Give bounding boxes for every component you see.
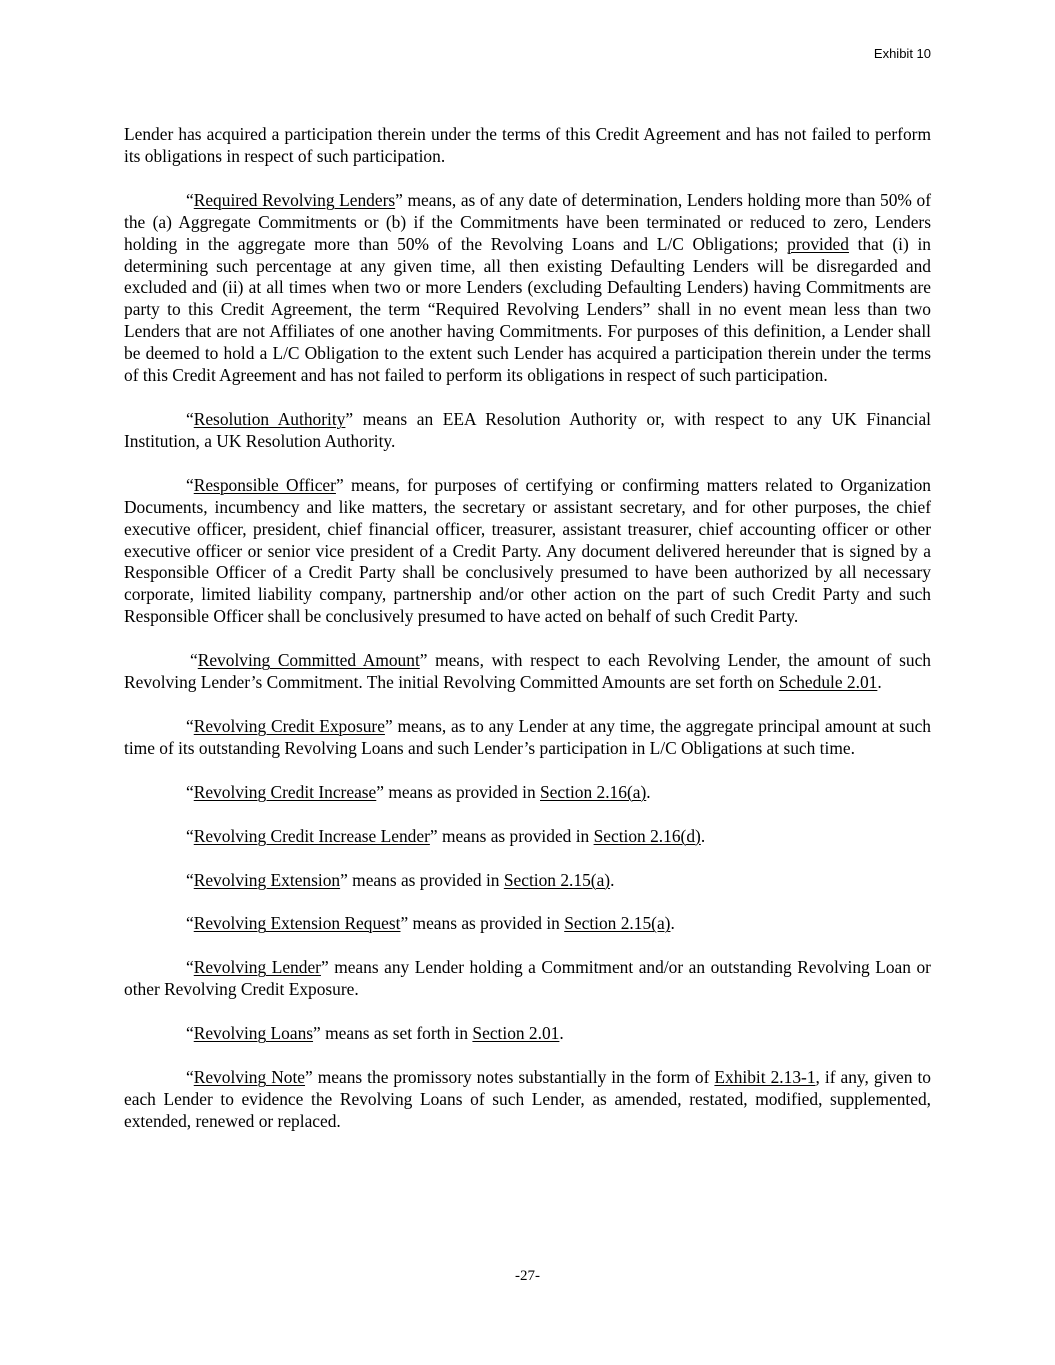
- definition-text: ” means, for purposes of certifying or confirming matters related to Organization Documents, incumbency and like matters, the secretary or assistant secretary, and for other purposes, the chief executive officer, president, chief financial officer, treasurer, assistant treasurer, chief accounting officer or other executive officer or senior vice president of a Credit Party. Any document delivered hereunder that is signed by a Responsible Officer of a Credit Party shall be conclusively presumed to have been authorized by all necessary corporate, limited liability company, partnership and/or other action on the part of such Credit Party and such Responsible Officer shall be conclusively presumed to have acted on behalf of such Credit Party.: [124, 474, 931, 627]
- definition-text: ” means as provided in: [429, 825, 594, 846]
- definition-required-revolving-lenders: “Required Revolving Lenders” means, as of any date of determination, Lenders holding more than 50% of the (a) Aggregate Commitments or (b) if the Commitments have been terminated or reduced to zero, Lenders holding in the aggregate more than 50% of the Revolving Loans and L/C Obligations; provided that (i) in determining such percentage at any given time, all then existing Defaulting Lenders will be disregarded and excluded and (ii) at all times when two or more Lenders (excluding Defaulting Lenders) having Commitments are party to this Credit Agreement, the term “Required Revolving Lenders” shall in no event mean less than two Lenders that are not Affiliates of one another having Commitments. For purposes of this definition, a Lender shall be deemed to hold a L/C Obligation to the extent such Lender has acquired a participation therein under the terms of this Credit Agreement and has not failed to perform its obligations in respect of such participation.: [124, 189, 931, 386]
- definition-responsible-officer: “Responsible Officer” means, for purposes of certifying or confirming matters related to Organization Documents, incumbency and like matters, the secretary or assistant secretary, and for other purposes, the chief executive officer, president, chief financial officer, treasurer, assistant treasurer, chief accounting officer or other executive officer or senior vice president of a Credit Party. Any document delivered hereunder that is signed by a Responsible Officer of a Credit Party shall be conclusively presumed to have been authorized by all necessary corporate, limited liability company, partnership and/or other action on the part of such Credit Party and such Responsible Officer shall be conclusively presumed to have acted on behalf of such Credit Party.: [124, 474, 931, 627]
- defined-term: Revolving Note: [193, 1067, 306, 1088]
- definition-end: .: [670, 913, 675, 934]
- definition-text: ” means as provided in: [376, 781, 540, 802]
- defined-term: Revolving Credit Exposure: [193, 715, 385, 736]
- defined-term: Revolving Credit Increase: [193, 781, 377, 802]
- defined-term: Revolving Committed Amount: [197, 650, 420, 671]
- definition-text: ” means the promissory notes substantially in the form of: [305, 1067, 715, 1088]
- definition-text: ” means as set forth in: [313, 1023, 473, 1044]
- definition-resolution-authority: “Resolution Authority” means an EEA Resolution Authority or, with respect to any UK Financial Institution, a UK Resolution Authority.: [124, 408, 931, 451]
- defined-term: Revolving Extension: [193, 869, 341, 890]
- definition-revolving-lender: “Revolving Lender” means any Lender holding a Commitment and/or an outstanding Revolving Loan or other Revolving Credit Exposure.: [124, 957, 931, 1000]
- definition-end: .: [610, 869, 615, 890]
- cross-reference: Section 2.15(a): [564, 913, 671, 934]
- cross-reference: Section 2.01: [472, 1023, 560, 1044]
- definition-revolving-extension: “Revolving Extension” means as provided in Section 2.15(a).: [186, 869, 615, 890]
- defined-term: Revolving Extension Request: [193, 913, 401, 934]
- definition-text: ” means, as of any date of determination, Lenders holding more than 50% of the (a) Aggregate Commitments or (b) if the Commitments have been terminated or reduced to zero, Lenders holding in the aggregate more than 50% of the Revolving Loans and L/C Obligations;: [124, 189, 931, 254]
- defined-term: Revolving Lender: [193, 957, 321, 978]
- continuation-paragraph: [124, 124, 931, 168]
- defined-term: Revolving Credit Increase Lender: [193, 825, 430, 846]
- cross-reference: Schedule 2.01: [778, 672, 878, 693]
- definition-text: ” means, with respect to each Revolving Lender, the amount of such Revolving Lender’s Commitment. The initial Revolving Committed Amounts are set forth on: [124, 650, 931, 693]
- defined-term: Required Revolving Lenders: [193, 189, 396, 210]
- cross-reference: Exhibit 2.13-1: [714, 1067, 816, 1088]
- definition-end: .: [559, 1023, 564, 1044]
- cross-reference: Section 2.16(a): [540, 781, 647, 802]
- definition-text: ” means as provided in: [400, 913, 565, 934]
- defined-term: Revolving Loans: [193, 1023, 314, 1044]
- definition-revolving-loans: “Revolving Loans” means as set forth in Section 2.01.: [186, 1023, 564, 1044]
- definition-text: that (i) in determining such percentage at any given time, all then existing Defaulting Lenders will be disregarded and excluded and (ii) at all times when two or more Lenders (excluding Defaulting Lenders) having Commitments are party to this Credit Agreement, the term “Required Revolving Lenders” shall in no event mean less than two Lenders that are not Affiliates of one another having Commitments. For purposes of this definition, a Lender shall be deemed to hold a L/C Obligation to the extent such Lender has acquired a participation therein under the terms of this Credit Agreement and has not failed to perform its obligations in respect of such participation.: [124, 233, 931, 386]
- defined-term: Resolution Authority: [193, 408, 346, 429]
- exhibit-label: Exhibit 10: [873, 46, 931, 61]
- definition-revolving-committed-amount: “Revolving Committed Amount” means, with respect to each Revolving Lender, the amount of such Revolving Lender’s Commitment. The initial Revolving Committed Amounts are set forth on Schedule 2.01.: [124, 650, 931, 693]
- definition-end: .: [877, 672, 882, 693]
- page-number: -27-: [515, 1268, 540, 1284]
- definition-text: ” means, as to any Lender at any time, the aggregate principal amount at such time of its outstanding Revolving Loans and such Lender’s participation in L/C Obligations at such time.: [124, 715, 932, 758]
- definition-text: ” means any Lender holding a Commitment and/or an outstanding Revolving Loan or other Revolving Credit Exposure.: [124, 957, 931, 1000]
- definition-text: ” means as provided in: [340, 869, 504, 890]
- proviso-term: provided: [787, 233, 849, 254]
- definition-revolving-credit-exposure: “Revolving Credit Exposure” means, as to any Lender at any time, the aggregate principal amount at such time of its outstanding Revolving Loans and such Lender’s participation in L/C Obligations at such time.: [124, 715, 932, 758]
- definition-text: ” means an EEA Resolution Authority or, with respect to any UK Financial Institution, a UK Resolution Authority.: [124, 408, 931, 451]
- definition-revolving-extension-request: “Revolving Extension Request” means as provided in Section 2.15(a).: [186, 913, 675, 934]
- definition-revolving-credit-increase: “Revolving Credit Increase” means as provided in Section 2.16(a).: [186, 781, 651, 802]
- defined-term: Responsible Officer: [193, 474, 336, 495]
- cross-reference: Section 2.16(d): [593, 825, 701, 846]
- definition-revolving-note: “Revolving Note” means the promissory notes substantially in the form of Exhibit 2.13-1, if any, given to each Lender to evidence the Revolving Loans of such Lender, as amended, restated, modified, supplemented, extended, renewed or replaced.: [124, 1067, 932, 1131]
- definition-end: .: [700, 825, 706, 846]
- definition-end: , if any, given to each Lender to evidence the Revolving Loans of such Lender, as amended, restated, modified, supplemented, extended, renewed or replaced.: [124, 1067, 932, 1131]
- document-body: [124, 124, 931, 1155]
- cross-reference: Section 2.15(a): [503, 869, 611, 890]
- definition-revolving-credit-increase-lender: “Revolving Credit Increase Lender” means as provided in Section 2.16(d).: [186, 825, 706, 846]
- definition-end: .: [646, 781, 651, 802]
- continuation-text: Lender has acquired a participation therein under the terms of this Credit Agreement and has not failed to perform its obligations in respect of such participation.: [124, 124, 931, 166]
